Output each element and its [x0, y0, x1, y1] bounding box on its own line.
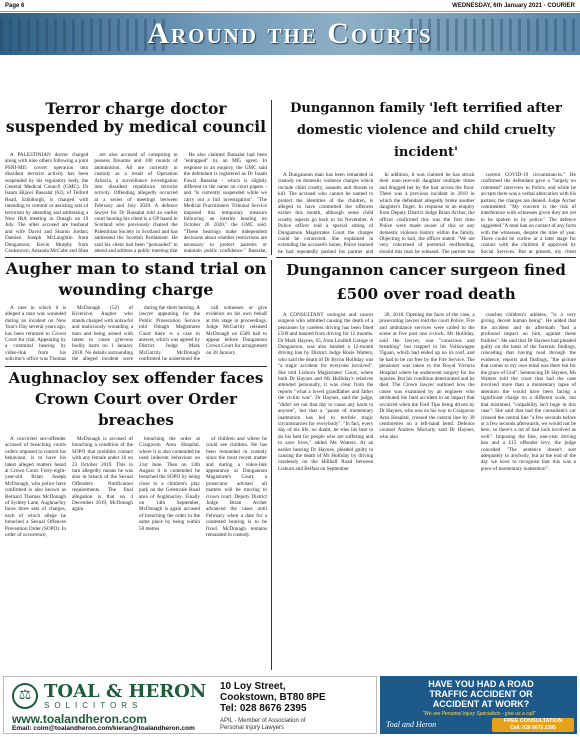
story-column	[5, 152, 88, 254]
date-line: WEDNESDAY, 6th January 2021 - COURIER	[452, 2, 575, 9]
story-family	[276, 98, 576, 164]
story-column	[139, 305, 200, 362]
story-column	[481, 312, 576, 668]
story-text: current COVID-19 circumstances." He confirmed the defendant gave a "largely no comment" interview to Police, and while he accepts there was a verbal altercation with his partner, the charges are denied. Judge Archer commented: "My concern is the risk of interference with witnesses given they are yet to be spoken to by police." The defence suggested "A total ban on contact of any form with the witnesses, despite the time of year. There could be curfew at a later stage for contact with the children if approved by Social Services. But at present, my client	[480, 172, 576, 254]
story-text: A convicted sex-offender accused of breaching courts orders imposed to control his behaviour, is to have his latest alleged matters heard at Crown Court. Forty-eight-year-old Brian Joseph McDonagh, who police have confirmed is also known as Bernard Thomas McDonagh of Sydney Lane, Aughnacloy faces three sets of charges, each of which allege he breached a Sexual Offences Prevention Order (SOPO). In order of occurrence,	[5, 436, 66, 539]
cta-line: FREE CONSULTATION	[503, 718, 563, 724]
story-column	[481, 172, 576, 254]
column-divider	[271, 100, 272, 255]
story-text: during the short hearing. A lawyer appearing for the Public Prosecution Service told Omagh Magistrates Court there is a case to answer, which was agreed by District Judge Mark McGarrity. McDonagh confirmed he understood the	[139, 305, 200, 362]
page-number: Page 6	[5, 2, 25, 9]
story-cancer-headline: Dungannon cancer surgeon fined £500 over road death	[286, 261, 566, 303]
section-banner	[0, 13, 580, 55]
address-line: Cookstown, BT80 8PE	[220, 692, 326, 703]
story-aughnacloy	[5, 368, 267, 431]
story-text: breaching the order at Craigavon Area Hospital, where it is also contended he used indecent behaviour on 21st June. Then on 13th August it is contended he breached the SOPO by being close to a children's play park on the Greenvale Road area of Aughnacloy. Finally on 14th September, McDonagh is again accused of breaching the order in the same place by being within 50 metres	[139, 436, 200, 532]
telephone: Tel: 028 8676 2395	[220, 703, 307, 714]
story-cancer	[276, 258, 576, 306]
headline-line: ACCIDENT AT WORK?	[432, 699, 530, 709]
story-augher	[5, 258, 267, 300]
story-terror-body	[5, 152, 267, 254]
story-text: McDonagh (52) of Kiversive, Augher who stands charged with unlawful and maliciously wounding a man and being armed with intent to cause grievous bodily harm on 1 January 2018. No details surrounding the alleged incident were	[72, 305, 133, 362]
story-column	[278, 172, 373, 254]
story-text: He also claimed Bassalat had been "entrapped" by an MI5 agent. In response to an enquiry, the GMC said the defendant is registered as Dr Issam Fawzi Bassalat - which is slightly different to the name on court papers - and "is currently suspended while we carry out a full investigation". "The Medical Practitioners Tribunal Service imposed this temporary measure following an interim hearing on October 26 2020," the GMC said. "These hearings make independent decisions about whether restrictions are necessary to protect patients or maintain public confidence." Bassalat,	[183, 152, 267, 254]
page-header	[0, 0, 580, 12]
story-aughnacloy-headline: Aughnacloy sex offender faces Crown Court over Order breaches	[8, 369, 264, 429]
story-text: call witnesses or give evidence on his own behalf at this stage in proceedings. Judge McGarrity released McDonagh on £500 bail to appear before Dungannon Crown Court for arraignment on 28 January.	[206, 305, 267, 356]
story-column	[72, 436, 133, 668]
story-column	[72, 305, 133, 362]
story-terror-headline: Terror charge doctor suspended by medical council	[5, 99, 267, 137]
story-text: A Dungannon man has been remanded in custody on domestic violence charges which include child cruelty, assaults and threats to kill. The accused who cannot be named to protect the identities of the children, is alleged to have committed the offences earlier this month, although some child cruelty aspects go back to 1st November. A Police officer told a special sitting of Dungannon Magistrates Court the charges could be connected. She explained in extending the accused's home, Police learned he had repeatedly pushed his partner and	[278, 172, 374, 254]
story-divider	[5, 366, 267, 367]
story-augher-headline: Augher man to stand trial on wounding charge	[5, 259, 267, 299]
solicitor-address	[220, 681, 370, 714]
headline-line: HAVE YOU HAD A ROAD	[428, 679, 534, 689]
story-column	[206, 305, 267, 362]
story-text: In addition, it was claimed he has struck their nine-year-old daughter multiple times and dragged her by the hair across the floor. There was a previous incident in 2019 in which the defendant allegedly broke another daughter's finger. In response to an enquiry from Deputy District Judge Brian Archer, the officer confirmed this was the first time Police were made aware of this or any domestic violence history within the family. Objecting to bail, the officer stated: "We are very concerned of potential reoffending, should this man be released. The partner has	[379, 172, 475, 254]
advert-tagline: "We are Personal Injury Specialists - give us a call"	[422, 711, 536, 717]
story-text: of children and where he could see children. He has been remanded in custody since the most recent matter and during a video-link appearance at Dungannon Magistrate's Court, a prosecutor advised all matters will be moving to crown court. Deputy District Judge Brian Archer advanced the cases until February when a date for a contested hearing is to be fixed. McDonagh remains remanded in custody.	[206, 436, 267, 539]
story-text: are also accused of conspiring to possess firearms and 100 rounds of ammunition. All are currently in custody as a result of Operation Arbacia, a surveillance investigation into dissident republican terrorist activity. Offending allegedly occurred at a series of meetings between February and July 2020. A defence lawyer for Dr Bassalat told an earlier court hearing his client is a GP based in Scotland who previously chaired the Palestinian Society in Scotland and has addressed the Scottish Parliament. He said his client had been "persuaded" to attend and address a public meeting that	[94, 152, 178, 254]
advert-brand: Toal and Heron	[386, 720, 437, 729]
column-divider	[271, 260, 272, 670]
cta-line: Call: 028 8676 2395	[510, 725, 556, 731]
solicitor-email[interactable]: Email: colm@toalandheron.com/kieran@toalandheron.com	[12, 725, 195, 732]
story-text: A PALESTINIAN doctor charged along with nine others following a joint PSNI-MI5 covert operation into dissident terrorist activity has been suspended by his regulatory body, the General Medical Council (GMC). Dr Issam Hijawi Bassalat (62), of Telford Road, Edinburgh, is charged with intending to commit or assisting acts of terrorism by attending and addressing a New IRA meeting in Omagh on 19 July. The other accused are husband and wife David and Sharon Jordan; Damien Joseph McLaughlin from Dungannon; Kevin Murphy from Cookstown; Amanda McCabe and Shea	[5, 152, 89, 254]
story-cancer-body	[278, 312, 576, 668]
story-text: 28, 2018. Opening the facts of the case, a prosecuting lawyer told the court Police, Fire and ambulance services were called to the scene at five past one o'clock. Mr Holliday, said the lawyer, was "conscious and breathing" but trapped in his Volkswagen Tiguan, which had ended up on its roof, and he had to be cut free by the Fire Service. The pensioner was taken to the Royal Victoria Hospital where he underwent surgery for his injuries. But his condition deteriorated and he died. The Crown lawyer outlined how the cause was examined by an engineer who attributed the fatal accident to an impact that occurred when the Ford Tipo being driven by Dr Haynes, who was on his way to Craigavon Area Hospital, crossed the central line by 30 centimetres on a left-hand bend. Defence counsel Andrew Moriarty said Dr Haynes, who also	[379, 312, 475, 440]
apil-line: APIL - Member of Association of	[220, 718, 306, 724]
address-line: 10 Loy Street,	[220, 681, 286, 692]
story-column	[184, 152, 267, 254]
story-text: A CONSULTANT urologist and cancer surgeon who admitted causing the death of a pensioner by careless driving has been fined £500 and banned from driving for 12 months. Dr Mark Haynes, 65, from Lindhill Grange in Dungannon, was also handed a 12-month driving ban by District Judge Rosie Watters, who said the death of Dr Byron Holliday was "a tragic accident for everyone involved". She told Lisburn Magistrates' Court, where both Dr Haynes and Mr Holliday's relatives attended personally, it was clear from the reports "what a loved grandfather and father the victim was". Dr Haynes, said the judge, "didn't set out that day to cause any harm to anyone", but that a "pause of momentary inattention has led to terrible tragic circumstances for everybody". "In fact, every day of his life, no doubt, he tries his best to do his best for people who are suffering and to save lives," added Ms Watters. At an earlier hearing Dr Haynes, pleaded guilty to causing the death of Mr Holliday by driving carelessly on the Hillhall Road between Lisburn and Belfast on September	[278, 312, 374, 472]
story-column	[5, 436, 66, 668]
apil-membership	[220, 718, 305, 732]
story-text: McDonagh is accused of breaching a condition of the SOPO that prohibits contact with any female under 16 on 23 October 2019. This in turn allegedly means he was also in breach of the Sexual Offenders Notification requirements. The final allegation is that on 4 December 2019, McDonagh again	[72, 436, 133, 513]
story-aughnacloy-body	[5, 436, 267, 668]
apil-line: Personal Injury Lawyers	[220, 725, 285, 731]
solicitor-website[interactable]: www.toalandheron.com	[12, 712, 147, 726]
story-column	[206, 436, 267, 668]
story-family-body	[278, 172, 576, 254]
story-augher-body	[5, 305, 267, 362]
story-column	[139, 436, 200, 668]
accident-advert[interactable]	[380, 676, 577, 734]
free-consultation-button[interactable]	[492, 718, 574, 732]
story-column	[278, 312, 373, 668]
scales-icon: ⚖	[12, 683, 38, 709]
story-column	[379, 312, 474, 668]
solicitor-advert[interactable]	[3, 676, 377, 734]
headline-line: TRAFFIC ACCIDENT OR	[429, 689, 533, 699]
banner-title: Around the Courts	[147, 17, 433, 50]
advert-headline	[386, 679, 576, 709]
story-column	[5, 305, 66, 362]
story-column	[379, 172, 474, 254]
story-text: coaches children's athletes, "is a very giving, decent human being". He added that the accident and its aftermath "had a profound impact on him, against those frailties". He said that Dr Haynes had pleaded guilty on the basis of the forensic findings, conceding that having read through the evidence, reports and findings, "the picture that comes to my own mind was there but for the grace of God". Sentencing Dr Haynes, Ms Watters told the court that had the case involved more than a momentary lapse of attention the would have been facing a significant charge on a different scale, but that mistimed, "culpability isn't huge in this case". She said that had the consultant's car crossed the central line "a few seconds before or a few seconds afterwards, we would not be here, so there's a lot of bad luck involved as well". Imposing the fine, one-year driving ban and a £15 offender levy, the judge conceded "The sentence doesn't sort adequately to anybody, but at the end of the day we have to recognise that this was a piece of momentary inattention".	[480, 312, 576, 472]
story-column	[94, 152, 177, 254]
solicitor-subtitle: SOLICITORS	[44, 701, 143, 710]
solicitor-name: TOAL & HERON	[44, 681, 207, 702]
story-family-headline: Dungannon family 'left terrified after domestic violence and child cruelty incident'	[290, 101, 562, 160]
story-text: A case in which it is alleged a man was wounded during an incident on New Year's Day several years ago, has been returned to Crown Court for trial. Appearing by a commital hearing by video-link from his solicitor's office was Thomas	[5, 305, 66, 362]
